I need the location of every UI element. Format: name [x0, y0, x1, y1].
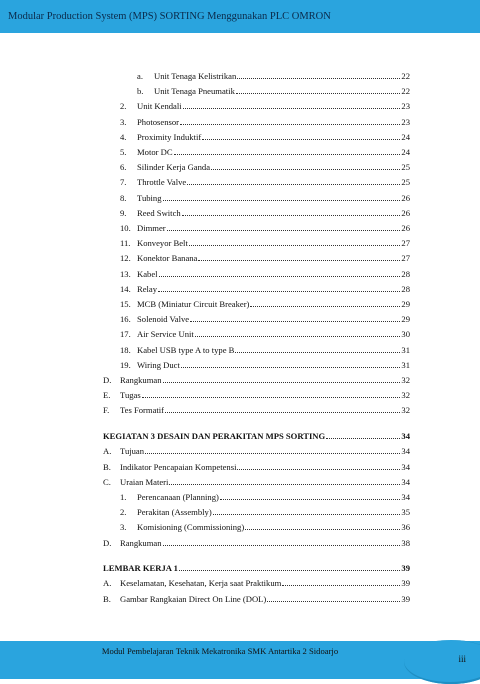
toc-dot-leader — [213, 506, 401, 515]
toc-entry-page: 26 — [401, 207, 410, 218]
toc-entry-number: 3. — [120, 116, 127, 127]
toc-entry-title: Kabel — [137, 268, 158, 279]
toc-entry-page: 32 — [401, 390, 410, 401]
toc-entry-title: Proximity Induktif — [137, 131, 202, 142]
toc-entry-title: Indikator Pencapaian Kompetensi — [120, 461, 237, 472]
toc-entry-number: a. — [137, 71, 143, 81]
toc-entry-page: 32 — [401, 405, 410, 416]
toc-entry-page: 28 — [401, 283, 410, 294]
toc-entry-page: 32 — [401, 375, 410, 385]
toc-entry[interactable] — [103, 537, 410, 549]
toc-entry[interactable] — [120, 222, 410, 234]
toc-entry-number: 13. — [120, 268, 131, 279]
toc-entry-number: 5. — [120, 147, 127, 157]
toc-entry-page: 34 — [401, 446, 410, 457]
toc-entry-number: 17. — [120, 329, 131, 340]
toc-entry[interactable] — [120, 491, 410, 503]
toc-entry[interactable] — [120, 116, 410, 128]
toc-dot-leader — [282, 577, 400, 586]
toc-entry-page: 36 — [401, 522, 410, 533]
toc-entry-page: 34 — [401, 491, 410, 502]
toc-entry[interactable] — [103, 445, 410, 457]
toc-entry-title: Tugas — [120, 390, 141, 401]
toc-entry-title: Rangkuman — [120, 537, 162, 548]
toc-entry-page: 24 — [401, 131, 410, 142]
toc-entry-page: 28 — [401, 268, 410, 279]
toc-entry-page: 29 — [401, 314, 410, 325]
toc-entry-title: LEMBAR KERJA 1 — [103, 562, 178, 573]
toc-dot-leader — [250, 298, 400, 307]
toc-entry-title: Perencanaan (Planning) — [137, 491, 219, 502]
toc-dot-leader — [181, 359, 401, 368]
toc-entry-title: Wiring Duct — [137, 359, 180, 370]
toc-entry-number: 9. — [120, 207, 127, 218]
toc-dot-leader — [198, 252, 400, 261]
toc-dot-leader — [165, 404, 400, 413]
toc-entry-title: Photosensor — [137, 116, 180, 127]
toc-dot-leader — [145, 445, 400, 454]
toc-entry[interactable] — [103, 562, 410, 574]
toc-dot-leader — [245, 521, 400, 530]
toc-entry-page: 34 — [401, 476, 410, 487]
toc-entry-page: 39 — [401, 578, 410, 589]
toc-entry[interactable] — [103, 374, 410, 386]
toc-entry-page: 38 — [401, 537, 410, 548]
toc-entry-page: 25 — [401, 177, 410, 188]
toc-dot-leader — [237, 70, 400, 79]
document-title: Modular Production System (MPS) SORTING Menggunakan PLC OMRON — [8, 11, 331, 22]
toc-entry-title: Reed Switch — [137, 207, 181, 218]
toc-entry[interactable] — [120, 298, 410, 310]
toc-entry[interactable] — [137, 70, 410, 82]
toc-entry-title: Unit Kendali — [137, 101, 182, 112]
toc-entry-title: Gambar Rangkaian Direct On Line (DOL) — [120, 593, 267, 604]
toc-entry[interactable] — [120, 192, 410, 204]
toc-entry[interactable] — [120, 268, 410, 280]
toc-entry-title: Tujuan — [120, 446, 145, 457]
toc-entry[interactable] — [103, 593, 410, 605]
toc-entry-number: D. — [103, 537, 112, 548]
toc-entry[interactable] — [137, 85, 410, 97]
toc-entry-number: 15. — [120, 299, 131, 309]
toc-entry-title: Tes Formatif — [120, 405, 165, 416]
toc-dot-leader — [163, 374, 401, 383]
toc-dot-leader — [187, 176, 400, 185]
toc-dot-leader — [163, 192, 401, 201]
toc-entry-number: C. — [103, 476, 111, 487]
toc-dot-leader — [235, 344, 400, 353]
toc-entry-title: Solenoid Valve — [137, 314, 190, 325]
toc-dot-leader — [237, 461, 400, 470]
toc-dot-leader — [159, 268, 401, 277]
toc-entry[interactable] — [120, 283, 410, 295]
toc-dot-leader — [179, 562, 400, 571]
toc-entry-title: Konektor Banana — [137, 253, 198, 264]
toc-entry-number: b. — [137, 86, 144, 97]
toc-entry-number: B. — [103, 461, 111, 472]
toc-dot-leader — [220, 491, 401, 500]
toc-entry-number: E. — [103, 390, 111, 401]
toc-dot-leader — [180, 116, 400, 125]
toc-entry-number: 2. — [120, 101, 127, 112]
toc-entry-number: 18. — [120, 344, 131, 355]
page-number: iii — [458, 654, 466, 664]
toc-entry-page: 34 — [401, 430, 410, 441]
toc-dot-leader — [236, 85, 401, 94]
toc-entry[interactable] — [120, 100, 410, 112]
toc-entry-title: MCB (Miniatur Circuit Breaker) — [137, 299, 250, 309]
toc-entry[interactable] — [120, 252, 410, 264]
toc-entry-number: A. — [103, 578, 112, 589]
toc-entry-page: 27 — [401, 238, 410, 249]
toc-entry-title: Throttle Valve — [137, 177, 187, 188]
toc-entry-page: 24 — [401, 147, 410, 157]
toc-entry-number: 4. — [120, 131, 127, 142]
toc-entry-title: Kabel USB type A to type B — [137, 344, 235, 355]
toc-entry[interactable] — [120, 146, 410, 158]
toc-dot-leader — [326, 430, 400, 439]
toc-entry[interactable] — [120, 521, 410, 533]
toc-entry[interactable] — [120, 207, 410, 219]
toc-entry[interactable] — [120, 313, 410, 325]
toc-dot-leader — [202, 131, 400, 140]
toc-entry-page: 29 — [401, 299, 410, 309]
toc-entry-page: 22 — [401, 71, 410, 81]
toc-entry-page: 27 — [401, 253, 410, 264]
toc-dot-leader — [195, 328, 401, 337]
toc-entry-number: A. — [103, 446, 112, 457]
toc-entry-title: Silinder Kerja Ganda — [137, 162, 211, 173]
toc-dot-leader — [190, 313, 400, 322]
toc-entry[interactable] — [103, 476, 410, 488]
toc-entry-number: B. — [103, 593, 111, 604]
toc-entry-number: 8. — [120, 192, 127, 203]
toc-entry[interactable] — [120, 161, 410, 173]
toc-entry-page: 31 — [401, 344, 410, 355]
toc-entry[interactable] — [103, 404, 410, 416]
toc-dot-leader — [182, 207, 401, 216]
toc-dot-leader — [267, 593, 400, 602]
toc-dot-leader — [169, 476, 400, 485]
toc-entry-title: Komisioning (Commissioning) — [137, 522, 245, 533]
toc-entry-title: Unit Tenaga Kelistrikan — [154, 71, 237, 81]
toc-entry-title: Konveyor Belt — [137, 238, 188, 249]
toc-entry-page: 30 — [401, 329, 410, 340]
toc-entry-number: 1. — [120, 491, 127, 502]
toc-entry[interactable] — [103, 461, 410, 473]
toc-entry-title: Tubing — [137, 192, 162, 203]
toc-dot-leader — [174, 146, 401, 155]
toc-dot-leader — [163, 537, 401, 546]
toc-entry-title: Rangkuman — [120, 375, 162, 385]
toc-entry-number: F. — [103, 405, 110, 416]
toc-entry-number: 11. — [120, 238, 131, 249]
toc-dot-leader — [142, 389, 401, 398]
toc-entry[interactable] — [120, 344, 410, 356]
toc-entry-page: 25 — [401, 162, 410, 173]
footer-text: Modul Pembelajaran Teknik Mekatronika SMK Antartika 2 Sidoarjo — [101, 646, 339, 656]
toc-entry[interactable] — [120, 359, 410, 371]
toc-entry-page: 26 — [401, 192, 410, 203]
toc-entry[interactable] — [120, 237, 410, 249]
toc-dot-leader — [167, 222, 401, 231]
toc-entry-number: 3. — [120, 522, 127, 533]
toc-dot-leader — [158, 283, 400, 292]
toc-entry[interactable] — [103, 577, 410, 589]
toc-entry-title: Keselamatan, Kesehatan, Kerja saat Praktikum — [120, 578, 282, 589]
toc-entry-number: 7. — [120, 177, 127, 188]
toc-entry-number: D. — [103, 375, 112, 385]
toc-entry-title: Unit Tenaga Pneumatik — [154, 86, 235, 97]
toc-entry[interactable] — [103, 430, 410, 442]
toc-entry-page: 23 — [401, 116, 410, 127]
toc-entry[interactable] — [120, 328, 410, 340]
toc-entry-title: Uraian Materi — [120, 476, 169, 487]
toc-entry-title: Perakitan (Assembly) — [137, 507, 212, 518]
toc-entry-title: Motor DC — [137, 147, 173, 157]
toc-entry[interactable] — [120, 176, 410, 188]
toc-entry-number: 12. — [120, 253, 131, 264]
toc-entry-number: 6. — [120, 162, 127, 173]
toc-entry-number: 16. — [120, 314, 131, 325]
toc-entry-page: 23 — [401, 101, 410, 112]
toc-entry[interactable] — [103, 389, 410, 401]
toc-entry-page: 39 — [401, 562, 410, 573]
toc-entry-page: 31 — [401, 359, 410, 370]
toc-entry-page: 39 — [401, 593, 410, 604]
toc-dot-leader — [211, 161, 400, 170]
toc-entry-title: Relay — [137, 283, 158, 294]
toc-entry-number: 14. — [120, 283, 131, 294]
toc-entry-title: Dimmer — [137, 223, 166, 233]
toc-entry-page: 26 — [401, 223, 410, 233]
toc-entry-number: 2. — [120, 507, 127, 518]
toc-dot-leader — [189, 237, 401, 246]
toc-dot-leader — [183, 100, 401, 109]
toc-entry[interactable] — [120, 506, 410, 518]
toc-entry-title: Air Service Unit — [137, 329, 194, 340]
toc-entry-number: 19. — [120, 359, 131, 370]
toc-entry-title: KEGIATAN 3 DESAIN DAN PERAKITAN MPS SORTING — [103, 430, 326, 441]
toc-entry-page: 22 — [401, 86, 410, 97]
toc-entry[interactable] — [120, 131, 410, 143]
toc-entry-page: 34 — [401, 461, 410, 472]
toc-entry-page: 35 — [401, 507, 410, 518]
toc-entry-number: 10. — [120, 223, 131, 233]
